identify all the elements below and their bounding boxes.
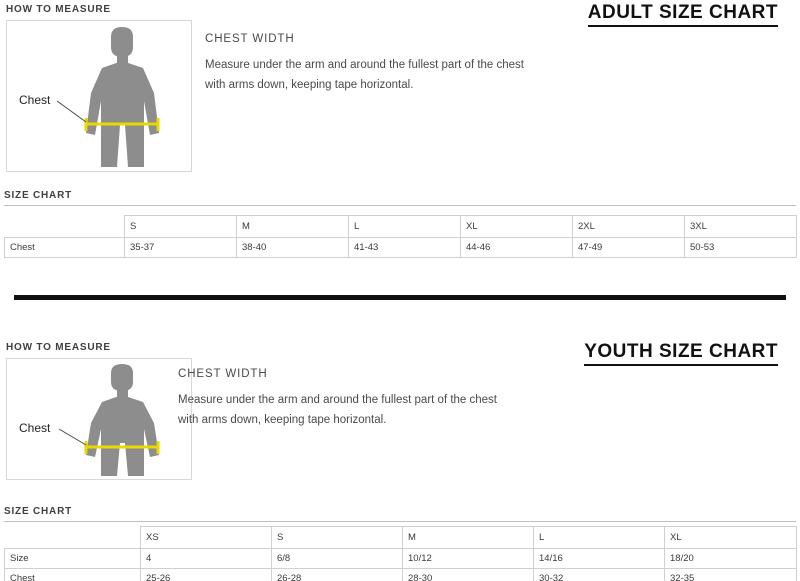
youth-description-line-1: Measure under the arm and around the fullest part of the chest xyxy=(178,394,497,406)
youth-size-chart-heading: SIZE CHART xyxy=(4,506,72,517)
adult-chest-3xl: 50-53 xyxy=(685,238,797,258)
adult-description-title: CHEST WIDTH xyxy=(205,33,295,45)
adult-chest-xl: 44-46 xyxy=(461,238,573,258)
youth-how-to-measure-heading: HOW TO MEASURE xyxy=(6,342,111,353)
youth-size-table xyxy=(4,526,797,581)
youth-header-corner xyxy=(5,527,141,549)
youth-table-header-row xyxy=(5,527,797,549)
youth-size-xs: 4 xyxy=(141,549,272,569)
adult-figure-box xyxy=(6,20,192,172)
youth-body-diagram xyxy=(7,359,191,479)
youth-figure-box xyxy=(6,358,192,480)
adult-header-2xl: 2XL xyxy=(573,216,685,238)
youth-header-xs: XS xyxy=(141,527,272,549)
adult-size-table xyxy=(4,215,797,258)
adult-header-corner xyxy=(5,216,125,238)
youth-description-title: CHEST WIDTH xyxy=(178,368,268,380)
adult-size-chart-heading: SIZE CHART xyxy=(4,190,72,201)
youth-description xyxy=(178,368,497,430)
table-row xyxy=(5,238,797,258)
adult-chart-title: ADULT SIZE CHART xyxy=(588,3,778,27)
table-row xyxy=(5,549,797,569)
adult-figure-label: Chest xyxy=(19,93,51,107)
youth-chest-xs: 25-26 xyxy=(141,569,272,581)
adult-row-label-chest: Chest xyxy=(5,238,125,258)
youth-chest-s: 26-28 xyxy=(272,569,403,581)
youth-chart-title: YOUTH SIZE CHART xyxy=(584,342,778,366)
youth-description-line-2: with arms down, keeping tape horizontal. xyxy=(178,414,387,426)
adult-chest-2xl: 47-49 xyxy=(573,238,685,258)
section-divider xyxy=(14,295,786,300)
adult-description-line-2: with arms down, keeping tape horizontal. xyxy=(205,79,414,91)
adult-header-l: L xyxy=(349,216,461,238)
youth-figure-label: Chest xyxy=(19,421,51,435)
adult-chest-m: 38-40 xyxy=(237,238,349,258)
youth-chest-l: 30-32 xyxy=(534,569,665,581)
youth-size-xl: 18/20 xyxy=(665,549,797,569)
youth-header-m: M xyxy=(403,527,534,549)
adult-chest-s: 35-37 xyxy=(125,238,237,258)
adult-header-s: S xyxy=(125,216,237,238)
table-row xyxy=(5,569,797,581)
youth-chest-xl: 32-35 xyxy=(665,569,797,581)
youth-size-s: 6/8 xyxy=(272,549,403,569)
youth-row-label-chest: Chest xyxy=(5,569,141,581)
adult-description-line-1: Measure under the arm and around the fullest part of the chest xyxy=(205,59,524,71)
youth-size-m: 10/12 xyxy=(403,549,534,569)
youth-row-label-size: Size xyxy=(5,549,141,569)
adult-how-to-measure-heading: HOW TO MEASURE xyxy=(6,4,111,15)
adult-size-chart-rule xyxy=(4,205,796,206)
adult-header-m: M xyxy=(237,216,349,238)
adult-table-header-row xyxy=(5,216,797,238)
youth-header-l: L xyxy=(534,527,665,549)
adult-header-xl: XL xyxy=(461,216,573,238)
adult-description xyxy=(205,33,524,95)
adult-header-3xl: 3XL xyxy=(685,216,797,238)
youth-size-chart-rule xyxy=(4,521,796,522)
youth-header-xl: XL xyxy=(665,527,797,549)
youth-chest-m: 28-30 xyxy=(403,569,534,581)
adult-chest-l: 41-43 xyxy=(349,238,461,258)
youth-size-l: 14/16 xyxy=(534,549,665,569)
youth-header-s: S xyxy=(272,527,403,549)
youth-section xyxy=(0,330,800,581)
